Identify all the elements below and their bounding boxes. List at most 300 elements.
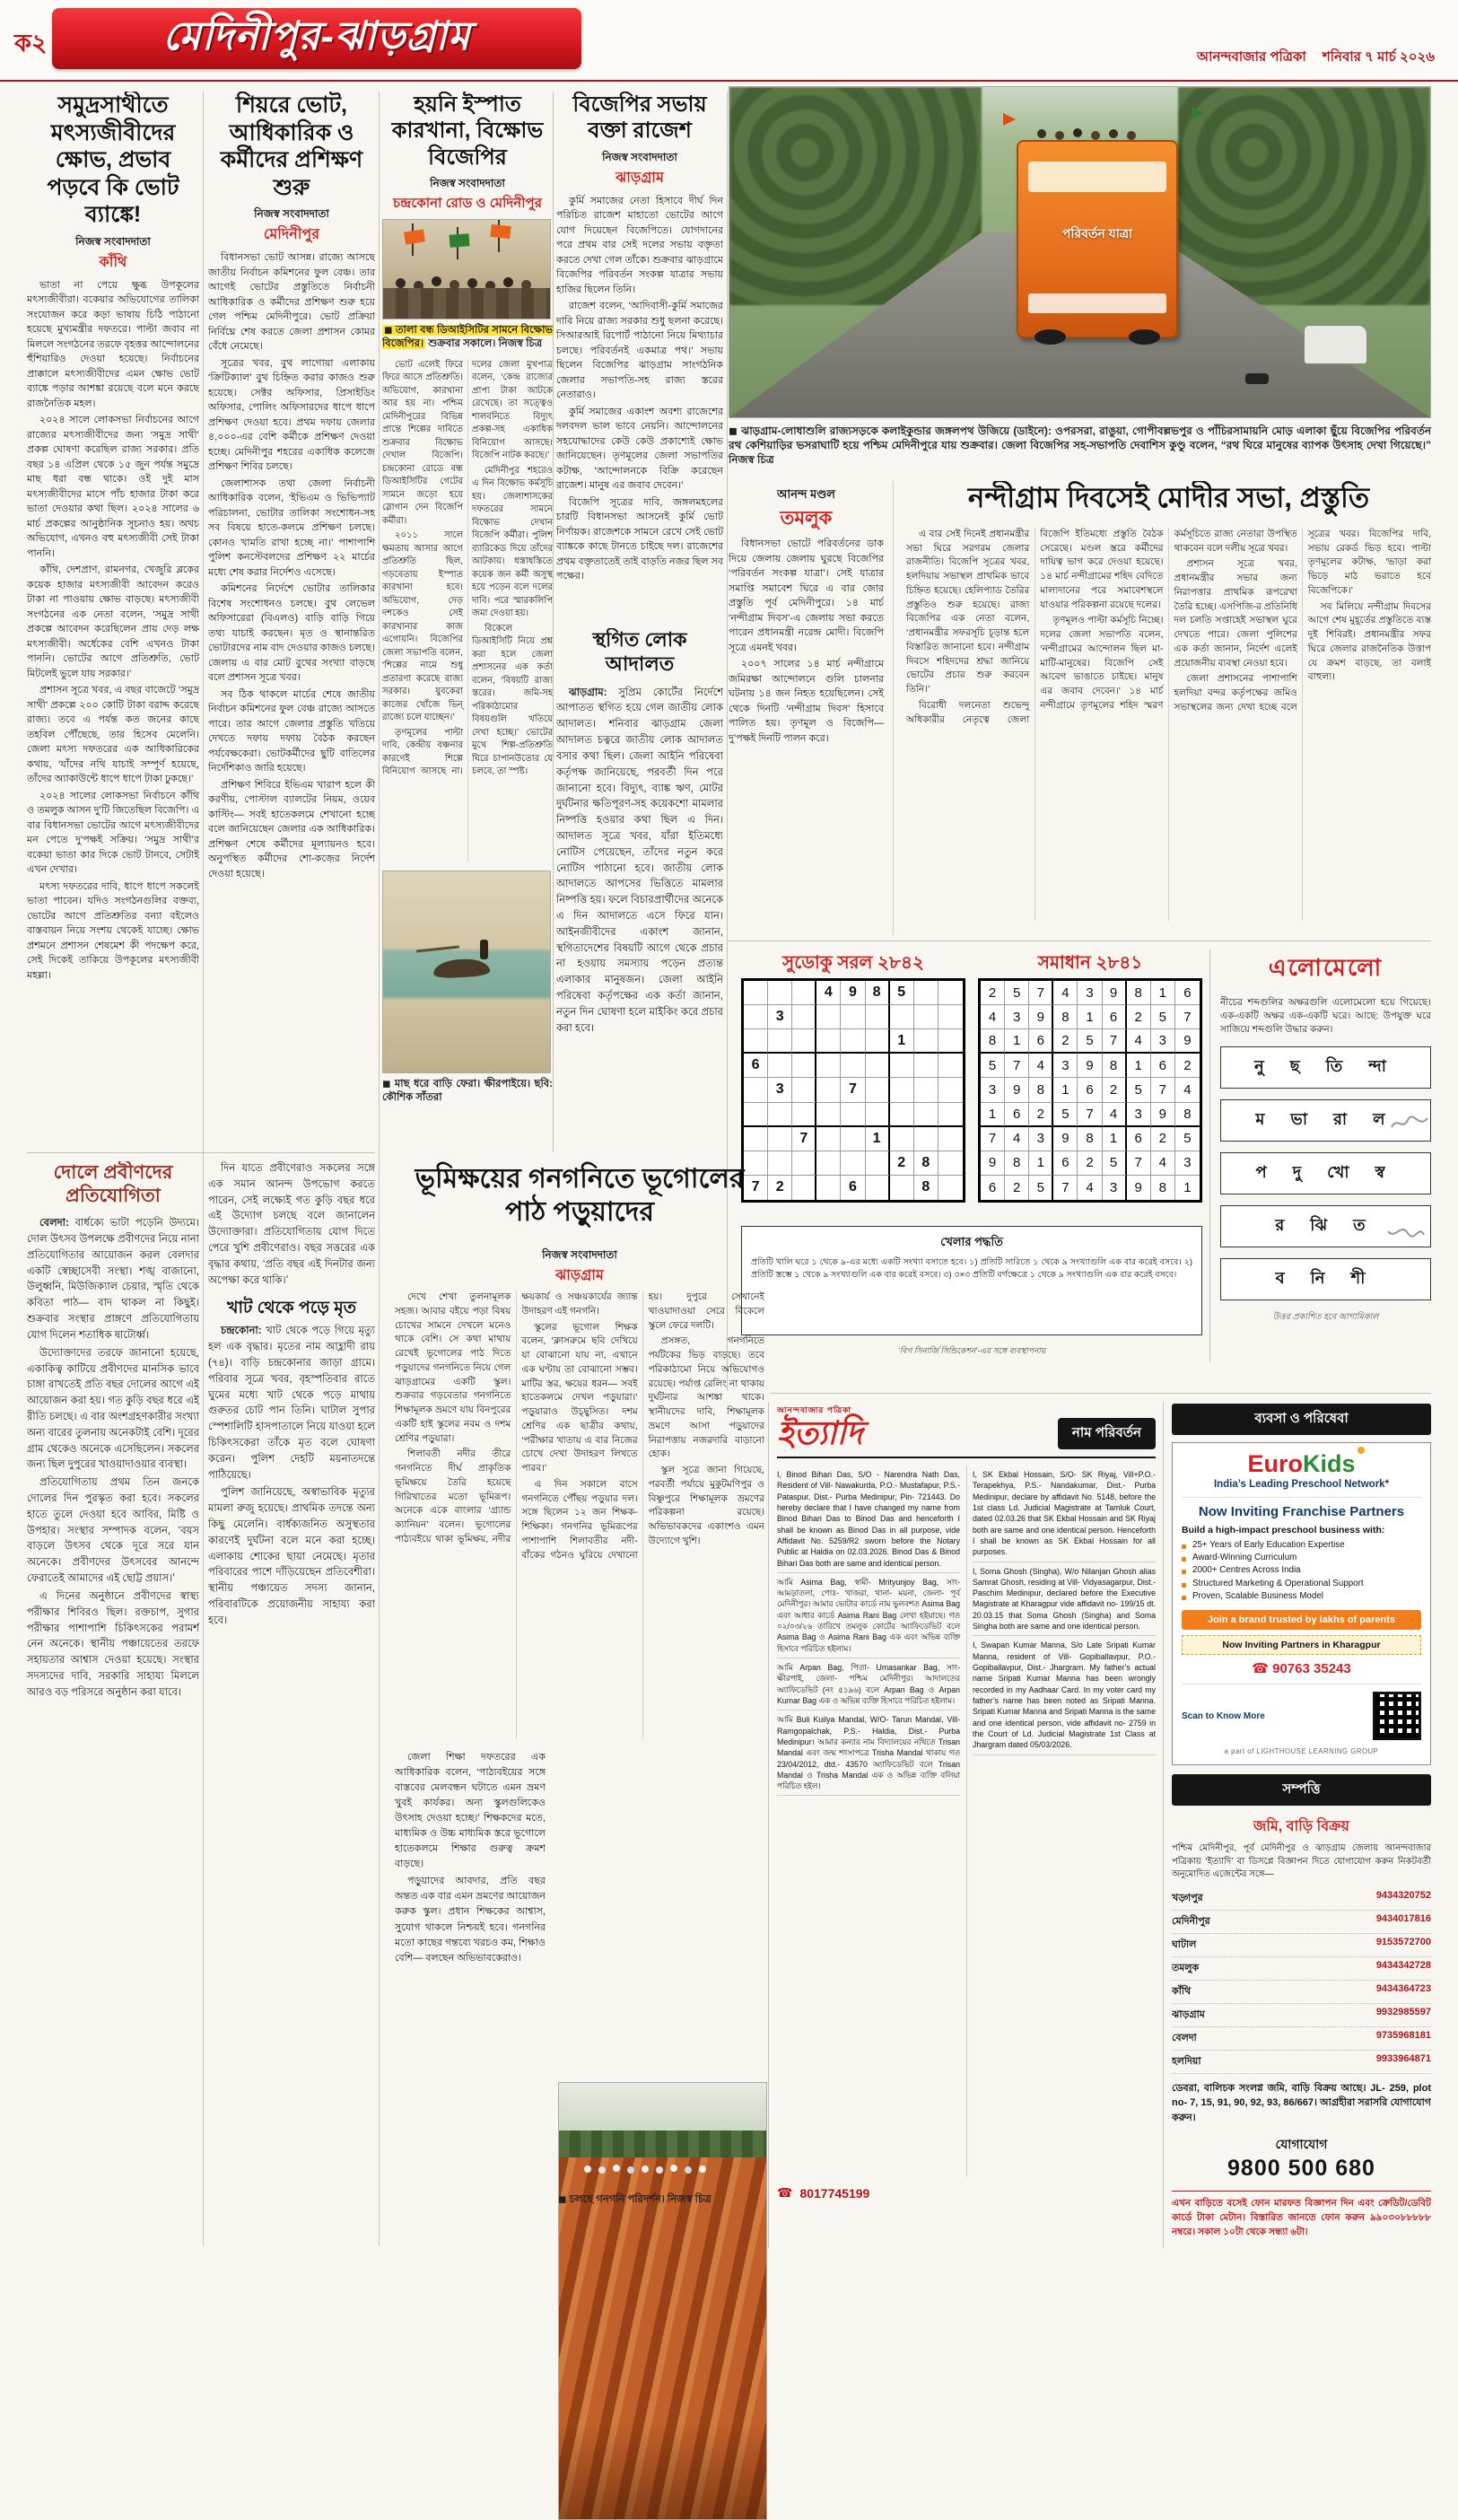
- sudoku-cell: 5: [1078, 1029, 1102, 1054]
- phone-icon: ☎: [1252, 1661, 1269, 1677]
- sudoku-cell: 1: [1005, 1029, 1029, 1054]
- agent-phone: 9434342728: [1375, 1959, 1431, 1971]
- gully-shadow: [559, 2423, 766, 2519]
- agent-row: [1172, 2051, 1431, 2074]
- sudoku-cell: 7: [841, 1078, 865, 1102]
- sudoku-grid: [741, 978, 965, 1203]
- sudoku-cell: 5: [1175, 1127, 1200, 1151]
- sudoku-cell: 6: [1005, 1103, 1029, 1127]
- ad-subheading: Build a high-impact preschool business with:: [1182, 1525, 1385, 1536]
- sudoku-cell: 8: [981, 1029, 1005, 1054]
- byline: নিজস্ব সংবাদদাতা: [430, 176, 505, 189]
- sudoku-cell: [768, 1054, 792, 1078]
- sudoku-cell: [744, 1127, 768, 1151]
- article-rajesh-speech: [556, 92, 723, 621]
- sudoku-cell: 3: [1078, 981, 1102, 1005]
- agent-row: [1172, 1934, 1431, 1957]
- photo-caption: [382, 324, 553, 352]
- brand-top: আনন্দবাজার পত্রিকা: [777, 1405, 852, 1414]
- paragraph: বার্ধক্যে ভাটা পড়েনি উদ্যমে। দোল উৎসব উপলক্ষে প্রবীণদের নিয়ে নানা প্রতিযোগিতার আয়োজন করল বেলদার একটি স্বেচ্ছাসেবী সংস্থা। শঙ্খ বাজানো, উলুধ্বনি, মিউজিক্যাল চেয়ার, স্মৃতি থেকে কবিতা পাঠ— বাদ থাকল না কিছুই। শুক্রবার সংস্থার প্রাঙ্গণে প্রতিযোগিতায় যোগ দিলেন শতাধিক ষাটোর্ধ্ব।: [27, 1218, 199, 1341]
- logo-part-kids: Kids: [1303, 1450, 1356, 1477]
- article-headline: নন্দীগ্রাম দিবসেই মোদীর সভা, প্রস্তুতি: [967, 482, 1370, 513]
- motorbike: [1245, 373, 1269, 384]
- sudoku-cell: 2: [1103, 1078, 1127, 1102]
- ad-cta-banner: Join a brand trusted by lakhs of parents: [1182, 1610, 1421, 1630]
- sudoku-cell: [939, 981, 963, 1005]
- sudoku-cell: [890, 1176, 914, 1200]
- party-flag-icon: [1003, 113, 1016, 126]
- paper-name: আনন্দবাজার পত্রিকা: [1197, 49, 1306, 65]
- sudoku-cell: 3: [1005, 1005, 1029, 1029]
- sudoku-cell: 3: [1151, 1029, 1175, 1054]
- agent-phone: 9434364723: [1375, 1982, 1431, 1994]
- dateline: ঝাড়গ্রাম: [555, 1268, 604, 1283]
- dateline-lead: বেলদা:: [39, 1218, 69, 1229]
- sudoku-cell: 4: [1005, 1127, 1029, 1151]
- divider: [1209, 949, 1210, 1362]
- sudoku-cell: 3: [768, 1005, 792, 1029]
- sudoku-cell: [914, 1127, 939, 1151]
- sudoku-cell: 8: [1053, 1005, 1078, 1029]
- sudoku-cell: 6: [841, 1176, 865, 1200]
- sudoku-method-box: [741, 1226, 1202, 1335]
- jumble-rows: [1220, 1046, 1431, 1300]
- sudoku-cell: 7: [1127, 1151, 1151, 1176]
- jumble-row: র ঝি ত: [1220, 1205, 1431, 1247]
- agent-phone: 9434017816: [1375, 1912, 1431, 1924]
- agent-place: তমলুক: [1172, 1962, 1200, 1973]
- caption-highlight: ◼ তালা বন্ধ ডিআইসিটির সামনে বিক্ষোভ বিজেপির।: [382, 324, 553, 350]
- ad-scan-row: [1182, 1684, 1421, 1740]
- sudoku-solution-grid: [978, 978, 1202, 1203]
- sudoku-cell: [816, 1127, 841, 1151]
- sudoku-cell: 6: [1103, 1005, 1127, 1029]
- classifieds-header: [777, 1404, 1156, 1458]
- sudoku-cell: 9: [1029, 1005, 1053, 1029]
- sudoku-cell: [841, 1127, 865, 1151]
- article-body: [556, 686, 723, 1037]
- sudoku-cell: 2: [890, 1151, 914, 1176]
- sudoku-cell: 3: [1175, 1151, 1200, 1176]
- sudoku-cell: 7: [981, 1127, 1005, 1151]
- sudoku-cell: 2: [1175, 1054, 1200, 1078]
- article-headline: হয়নি ইস্পাত কারখানা, বিক্ষোভ বিজেপির: [391, 92, 544, 170]
- sudoku-cell: 7: [1053, 1176, 1078, 1200]
- sudoku-cell: 7: [1103, 1029, 1127, 1054]
- sudoku-cell: [816, 1054, 841, 1078]
- sudoku-cell: 9: [1103, 981, 1127, 1005]
- agent-phone: 9434320752: [1375, 1889, 1431, 1901]
- sudoku-cell: [914, 1054, 939, 1078]
- sudoku-cell: 9: [1151, 1103, 1175, 1127]
- article-body-left: জেলা শিক্ষা দফতরের এক আধিকারিক বলেন, ‘পাঠ্যবইয়ের সঙ্গে বাস্তবের মেলবন্ধন ঘটাতে এমন ভ্রমণ খুবই কার্যকর। অন্য স্কুলগুলিকেও উৎসাহ দেওয়া হচ্ছে।’ শিক্ষকদের মতে, মাধ্যমিক ও উচ্চ মাধ্যমিক স্তরে ভূগোলে হাতেকলমে শিক্ষার গুরুত্ব ক্রমশ বাড়ছে। পড়ুয়াদের আবদার, প্রতি বছর অন্তত এক বার এমন ভ্রমণের আয়োজন করুক স্কুল। প্রধান শিক্ষকের আশ্বাস, সুযোগ থাকলে নিশ্চয়ই হবে। গনগনির মতো কাছের গন্তব্যে খরচও কম, শিক্ষাও বেশি— বলছেন অভিভাবকেরাও।: [395, 1752, 546, 1964]
- sudoku-cell: 5: [890, 981, 914, 1005]
- classified-notice: I, Swapan Kumar Manna, S/o Late Sripati Kumar Manna, resident of Vill- Gopiballavpur, P.O.- Gopiballavpur, Dist.- Jhargram. My father’s actual name Sripati Kumar Manna has been wrongly recorded in my Aadhaar Card. In my voter card my father’s name has been noted as Sripati Manna. Sripati Kumar Manna and Sripati Manna is the same and one identical person, vide affidavit no- 2759 in the Court of Ld. Judicial Magistrate 1st Class at Jhargram dated 05/03/2026.: [973, 1636, 1156, 1754]
- river-photo: [382, 871, 551, 1073]
- sudoku-cell: 9: [981, 1151, 1005, 1176]
- sudoku-cell: [939, 1151, 963, 1176]
- masthead: [0, 0, 1458, 83]
- photo-caption: ◼ ঝাড়গ্রাম-লোধাশুলি রাজ্যসড়কে কলাইকুন্ডার জঙ্গলপথ উজিয়ে (ডাইনে): ওপরসরা, রাঙুয়া, গোপীবল্লভপুর ও পাঁচিরসামায়নি মোড় এলাকা ছুঁয়ে বিজেপির পরিবর্তন রথ কেশিয়াড়ির ভসরাঘাটি হয়ে পশ্চিম মেদিনীপুরে যায় শুক্রবার। জেলা বিজেপির সহ-সভাপতি দেবাশিস কুণ্ডু বলেন, “রথ ঘিরে মানুষের ব্যাপক উৎসাহ দেখা গিয়েছে।” নিজস্ব চিত্র: [729, 424, 1431, 467]
- sudoku-cell: [792, 1103, 816, 1127]
- agent-list: [1172, 1887, 1431, 2074]
- sudoku-cell: 1: [1053, 1078, 1078, 1102]
- sudoku-cell: [939, 1054, 963, 1078]
- sudoku-cell: [866, 1151, 890, 1176]
- property-header: সম্পত্তি: [1172, 1774, 1431, 1806]
- sudoku-cell: 1: [890, 1029, 914, 1054]
- column2-bottom: [208, 1161, 375, 2247]
- article-nandigram-modi: [729, 481, 1431, 935]
- sudoku-cell: 7: [744, 1176, 768, 1200]
- sudoku-cell: 5: [981, 1054, 1005, 1078]
- article-headline: দোলে প্রবীণদের প্রতিযোগিতা: [53, 1162, 173, 1206]
- sudoku-cell: 9: [1005, 1078, 1029, 1102]
- sudoku-cell: 2: [1151, 1127, 1175, 1151]
- sudoku-cell: 5: [1029, 1176, 1053, 1200]
- sudoku-cell: [866, 1054, 890, 1078]
- agent-row: [1172, 2027, 1431, 2051]
- byline: নিজস্ব সংবাদদাতা: [254, 207, 329, 220]
- jumble-note: উত্তর প্রকাশিত হবে আগামিকাল: [1272, 1311, 1379, 1322]
- party-flag-icon: [404, 229, 425, 244]
- property-listing: ডেবরা, বালিচক সংলগ্ন জমি, বাড়ি বিক্রয় আছে। JL- 259, plot no- 7, 15, 91, 90, 92, 93, 86/667। আগ্রহীরা সরাসরি যোগাযোগ করুন।: [1172, 2082, 1431, 2123]
- sudoku-cell: [768, 1103, 792, 1127]
- sudoku-cell: 4: [1127, 1029, 1151, 1054]
- sudoku-cell: 8: [1151, 1176, 1175, 1200]
- party-flag-icon: [490, 224, 511, 239]
- sudoku-cell: 3: [1053, 1054, 1078, 1078]
- method-title: খেলার পদ্ধতি: [940, 1235, 1003, 1248]
- sudoku-cell: [744, 981, 768, 1005]
- sudoku-cell: 4: [1053, 981, 1078, 1005]
- classifieds-phone-number: 8017745199: [799, 2185, 870, 2201]
- sudoku-cell: [890, 1054, 914, 1078]
- handwritten-scribble: [1386, 1219, 1426, 1242]
- dateline: চন্দ্রকোনা রোড ও মেদিনীপুর: [393, 195, 542, 211]
- sudoku-cell: 9: [841, 981, 865, 1005]
- sudoku-cell: 2: [768, 1176, 792, 1200]
- logo-part-euro: Euro: [1247, 1450, 1303, 1477]
- sudoku-cell: [914, 1103, 939, 1127]
- sudoku-cell: 4: [1175, 1078, 1200, 1102]
- sudoku-cell: [914, 981, 939, 1005]
- edition-title: মেদিনীপুর-ঝাড়গ্রাম: [162, 13, 471, 58]
- sudoku-cell: [914, 1078, 939, 1102]
- agent-row: [1172, 1911, 1431, 1934]
- jumble-row: ম ভা রা ল: [1220, 1099, 1431, 1142]
- sudoku-cell: 8: [866, 981, 890, 1005]
- sudoku-cell: 3: [768, 1078, 792, 1102]
- classifieds-section: [777, 1404, 1156, 2248]
- article-headline: সমুদ্রসাথীতে মৎস্যজীবীদের ক্ষোভ, প্রভাব পড়বে কি ভোট ব্যাঙ্কে!: [47, 92, 179, 227]
- sudoku-cell: 4: [981, 1005, 1005, 1029]
- sudoku-cell: [866, 1005, 890, 1029]
- sudoku-cell: 6: [744, 1054, 768, 1078]
- ad-footer: a part of LIGHTHOUSE LEARNING GROUP: [1224, 1747, 1379, 1756]
- sudoku-cell: [816, 1078, 841, 1102]
- sudoku-cell: 6: [1053, 1151, 1078, 1176]
- agent-place: কাঁথি: [1172, 1985, 1192, 1997]
- sudoku-title: সুডোকু সরল ২৮৪২: [782, 953, 924, 973]
- divider: [379, 92, 380, 2245]
- sudoku-cell: [744, 1078, 768, 1102]
- sudoku-cell: [890, 1103, 914, 1127]
- divider: [768, 1402, 769, 2248]
- sudoku-cell: [792, 1176, 816, 1200]
- bus-banner-text: পরিবর্তন যাত্রা: [1061, 225, 1133, 241]
- sudoku-cell: 6: [1151, 1054, 1175, 1078]
- sudoku-cell: [792, 1054, 816, 1078]
- article-headline: ভূমিক্ষয়ের গনগনিতে ভূগোলের পাঠ পড়ুয়াদের: [415, 1164, 745, 1227]
- sudoku-cell: 9: [1078, 1054, 1102, 1078]
- sudoku-cell: 8: [1029, 1078, 1053, 1102]
- sudoku-cell: 4: [1151, 1151, 1175, 1176]
- sudoku-cell: [914, 1029, 939, 1054]
- jumble-row: প দু খো স্ব: [1220, 1152, 1431, 1194]
- divider: [1163, 1402, 1164, 2248]
- promo-text: এখন বাড়িতে বসেই ফোন মারফত বিজ্ঞাপন দিন এবং ক্রেডিট/ডেবিট কার্ডে টাকা মেটান। বিস্তারিত জানতে ফোন করুন ৯৯০৩০৮৮৮৮৮ নম্বরে। সকাল ১০টা থেকে সন্ধ্যা ৬টা।: [1172, 2191, 1431, 2239]
- sudoku-cell: 1: [1183, 1179, 1192, 1195]
- classified-notice: আমি Asima Bag, স্বামী- Mrityunjoy Bag, সাং- আমড়াতলা, পোঃ- খাজরা, থানা- ময়না, জেলা- পূর্ব মেদিনীপুর। আমার ভোটার কার্ডে নাম ভুলবশত Asima Bag এবং আধার কার্ডে Asima Rani Bag লেখা হইয়াছে। গত ০২/০৩/২৬ তারিখে তমলুক কোর্টের অ্যাফিডেভিট বলে Asima Bag ও Asima Rani Bag এক এবং অভিন্ন ব্যক্তি হিসাবে পরিচিত হইলাম।: [777, 1573, 960, 1658]
- agent-row: [1172, 1957, 1431, 1981]
- jumble-row: নু ছ তি ন্দা: [1220, 1046, 1431, 1089]
- sudoku-cell: [768, 1029, 792, 1054]
- byline: নিজস্ব সংবাদদাতা: [542, 1248, 617, 1261]
- article-vote-training: [208, 92, 375, 1143]
- sudoku-cell: 1: [866, 1127, 890, 1151]
- contact-label: যোগাযোগ: [1275, 2137, 1328, 2152]
- paragraph: এ দিনের অনুষ্ঠানে প্রবীণদের স্বাস্থ্য পরীক্ষার শিবিরও ছিল। রক্তচাপ, সুগার পরীক্ষার পাশাপাশি চিকিৎসকের পরামর্শ নেন অনেকে। স্থানীয় পঞ্চায়েতের তরফে সহায়তার আশ্বাস দেওয়া হয়েছে। সংস্থার সদস্যদের দাবি, সরকারি সাহায্য মিললে আরও বড় পরিসরে অনুষ্ঠান করা যাবে।: [27, 1590, 199, 1698]
- article-intro: বিধানসভা ভোটে পরিবর্তনের ডাক দিয়ে জেলায় জেলায় ঘুরছে বিজেপির ‘পরিবর্তন সংকল্প যাত্রা’। সেই যাত্রার সমাপ্তি সমাবেশ ঘিরে এ বার জোর প্রস্তুতি পূর্ব মেদিনীপুরে। ১৪ মার্চ ‘নন্দীগ্রাম দিবস’-এ জেলায় সভা করতে পারেন প্রধানমন্ত্রী নরেন্দ্র মোদী। বিজেপি সূত্রে এমনই খবর। ২০০৭ সালের ১৪ মার্চ নন্দীগ্রামে জমিরক্ষা আন্দোলনে গুলি চালনার ঘটনায় ১৪ জন নিহত হয়েছিলেন। সেই থেকে দিনটি ‘নন্দীগ্রাম দিবস’ হিসাবে পালিত হয়। তৃণমূল ও বিজেপি— দু’পক্ষই দিনটি পালন করে।: [729, 538, 884, 744]
- eurokids-logo: [1182, 1452, 1421, 1476]
- classifieds-contact: [777, 2185, 1156, 2201]
- sudoku-cell: 2: [1127, 1005, 1151, 1029]
- agent-phone: 9153572700: [1375, 1936, 1431, 1947]
- sudoku-cell: [816, 1005, 841, 1029]
- sudoku-cell: [792, 1005, 816, 1029]
- sudoku-cell: [890, 1078, 914, 1102]
- sudoku-credit: ‘বিগ সিনার্জি সিন্ডিকেশন’-এর সঙ্গে ব্যবস্থাপনায়: [897, 1346, 1046, 1355]
- boat: [432, 958, 490, 979]
- article-samudra-sathi: [27, 92, 199, 1143]
- sudoku-cell: [816, 1151, 841, 1176]
- page-number: ক২: [14, 30, 48, 57]
- classified-notice: I, SK Ekbal Hossain, S/O- SK Riyaj, Vill+P.O.- Terapekhya, P.S.- Nandakumar, Dist.- Purba Medinipur, declare by affidavit No. 5148, before the 1st class Ld. Judicial Magistrate at Tamluk Court, dated 02.03.26 that SK Ekbal Hossain and SK Riyaj both are same and one identical person. Henceforth I shall be known as SK Ekbal Hossain for all purposes.: [973, 1466, 1156, 1562]
- sudoku-cell: 3: [1103, 1176, 1127, 1200]
- article-dol-continued: [208, 1161, 375, 1290]
- ad-bullet: 25+ Years of Early Education Expertise: [1182, 1539, 1421, 1552]
- sudoku-cell: [939, 1176, 963, 1200]
- sudoku-cell: [866, 1176, 890, 1200]
- article-body: বিধানসভা ভোট আসন্ন। রাজ্যে আসছে জাতীয় নির্বাচন কমিশনের ফুল বেঞ্চ। তার আগেই ভোটের প্রস্তুতিতে নির্বাচনী আধিকারিক ও কর্মীদের প্রশিক্ষণ শুরু হয়ে গেল পশ্চিম মেদিনীপুরে। ভোট প্রক্রিয়া নির্বিঘ্নে শেষ করতে জেলা প্রশাসন কোমর বেঁধে নেমেছে। সূত্রের খবর, বুথ লাগোয়া এলাকায় ‘ক্রিটিক্যাল’ বুথ চিহ্নিত করার কাজও শুরু হয়েছে। সেক্টর অফিসার, প্রিসাইডিং অফিসার, পোলিং অফিসারদের ধাপে ধাপে প্রশিক্ষণ দেওয়া হবে। প্রথম দফায় জেলার ৪,০০০-এর বেশি কর্মীকে প্রশিক্ষণ দেওয়া হচ্ছে। মেদিনীপুর শহরের একাধিক কলেজে প্রশিক্ষণ শিবির চলছে। জেলাশাসক তথা জেলা নির্বাচনী আধিকারিক বলেন, ‘ইভিএম ও ভিভিপ্যাট পরিচালনা, ভোটার তালিকা সংশোধন-সহ সব বিষয়ে হাতে-কলমে প্রশিক্ষণ চলছে। কোনও খামতি রাখা হচ্ছে না।’ পাশাপাশি পুলিশ কনস্টেবলদের প্রশিক্ষণ ২২ মার্চের মধ্যে শেষ করার নির্দেশও এসেছে। কমিশনের নির্দেশে ভোটার তালিকার বিশেষ সংশোধনও চলছে। বুথ লেভেল অফিসারেরা (বিএলও) বাড়ি বাড়ি গিয়ে তথ্য যাচাই করছেন। মৃত ও স্থানান্তরিত ভোটারদের নাম বাদ দেওয়ার কাজও চলছে। জেলায় এ বার মোট বুথের সংখ্যা বাড়ছে বলে প্রশাসন সূত্রে খবর। সব ঠিক থাকলে মার্চের শেষে জাতীয় নির্বাচন কমিশনের ফুল বেঞ্চ রাজ্যে আসতে পারে। তার আগে জেলার প্রস্তুতি খতিয়ে দেখতে দফায় দফায় বৈঠক করছেন পর্যবেক্ষকেরা। ভোটকর্মীদের ছুটি বাতিলের নির্দেশিকাও জারি হয়েছে। প্রশিক্ষণ শিবিরে ইভিএম খারাপ হলে কী করণীয়, পোস্টাল ব্যালটের নিয়ম, ওয়েব কাস্টিং— সবই হাতেকলমে শেখানো হচ্ছে বলে জানিয়েছেন জেলার এক আধিকারিক। প্রশিক্ষণ শেষে কর্মীদের মূল্যায়নও হবে। অনুপস্থিত কর্মীদের শো-কজ়ের নির্দেশ দেওয়া হয়েছে।: [208, 252, 375, 879]
- scan-label: Scan to Know More: [1182, 1711, 1265, 1721]
- main-column: [906, 481, 1431, 921]
- jumble-puzzle: [1220, 949, 1431, 1362]
- article-body: দেখে শেখা তুলনামূলক সহজ। আবার বইয়ে পড়া বিষয় চোখের সামনে দেখলে মনেও থাকে বেশি। সে কথা মাথায় রেখেই ভূগোলের পাঠ দিতে পড়ুয়াদের গনগনিতে নিয়ে গেল ঝাড়গ্রামের একটি স্কুল। শুক্রবার গড়বেতার গনগনিতে শিক্ষামূলক ভ্রমণে যায় বিনপুরের একটি হাই স্কুলের নবম ও দশম শ্রেণির পড়ুয়ারা। শিলাবতী নদীর তীরে গনগনিতে দীর্ঘ প্রাকৃতিক ভূমিক্ষয়ে তৈরি হয়েছে গিরিখাতের মতো ভূমিরূপ। অনেকে একে বাংলার ‘গ্র্যান্ড ক্যানিয়ন’ বলেন। ভূগোলের পাঠ্যবইয়ে থাকা ভূমিক্ষয়, নদীর ক্ষয়কার্য ও সঞ্চয়কার্যের জ্যান্ত উদাহরণ এই গনগনি। স্কুলের ভূগোল শিক্ষক বলেন, ‘ক্লাসরুমে ছবি দেখিয়ে যা বোঝানো যায় না, এখানে এক ঘণ্টায় তা বোঝানো সম্ভব। মাটির স্তর, ক্ষয়ের ধরন— সবই হাতেকলমে দেখল পড়ুয়ারা।’ পড়ুয়ারাও উচ্ছ্বসিত। দশম শ্রেণির এক ছাত্রীর কথায়, ‘পরীক্ষার খাতায় এ বার নিজের চোখে দেখা উদাহরণ লিখতে পারব।’ এ দিন সকালে বাসে গনগনিতে পৌঁছয় পড়ুয়ার দল। সঙ্গে ছিলেন ১২ জন শিক্ষক-শিক্ষিকা। গনগনির ভূমিরূপের পাশাপাশি শিলাবতীর নদী-বাঁকের গঠনও ঘুরিয়ে দেখানো হয়। দুপুরে সেখানেই খাওয়াদাওয়া সেরে বিকেলে স্কুলে ফেরে দলটি। প্রসঙ্গত, গনগনিতে পর্যটকের ভিড় বাড়ছে। তবে পরিকাঠামো নিয়ে অভিযোগও রয়েছে। পর্যাপ্ত রেলিং না থাকায় দুর্ঘটনার আশঙ্কা থাকে। স্থানীয়দের দাবি, শিক্ষামূলক ভ্রমণে আসা পড়ুয়াদের নিরাপত্তায় নজরদারি বাড়ানো হোক। স্কুল সূত্রে জানা গিয়েছে, পরবর্তী পর্যায়ে মুকুটমণিপুর ও বিষ্ণুপুরে শিক্ষামূলক ভ্রমণের পরিকল্পনা রয়েছে। অভিভাবকদের একাংশও এমন উদ্যোগে খুশি।: [395, 1291, 764, 1561]
- sudoku-cell: 5: [1005, 981, 1029, 1005]
- divider: [203, 92, 204, 2245]
- sudoku-cell: [792, 981, 816, 1005]
- agent-place: বেলদা: [1172, 2032, 1197, 2043]
- agent-place: ঘাটাল: [1172, 1938, 1197, 1950]
- sudoku-cell: 6: [1175, 981, 1200, 1005]
- property-intro: পশ্চিম মেদিনীপুর, পূর্ব মেদিনীপুর ও ঝাড়গ্রাম জেলায় আনন্দবাজার পত্রিকায় ‘ইত্যাদি’ বা ডিসপ্লে বিজ্ঞাপন দিতে যোগাযোগ করুন নিকটবর্তী অনুমোদিত এজেন্টের সঙ্গে—: [1172, 1843, 1431, 1880]
- sudoku-cell: [792, 1078, 816, 1102]
- photo-caption: ◼ মাছ ধরে বাড়ি ফেরা। ক্ষীরপাইয়ে। ছবি: কৌশিক সাঁতরা: [382, 1078, 553, 1104]
- sudoku-cell: [768, 981, 792, 1005]
- sudoku-cell: 5: [1103, 1151, 1127, 1176]
- property-contact: [1172, 2134, 1431, 2182]
- classified-notice: I, Soma Ghosh (Singha), W/o Nilanjan Ghosh alias Samrat Ghosh, residing at Vill- Vidyasagarpur, Dist.- Paschim Medinipur, declared before the Executive Magistrate at Kharagpur vide affidavit no- 199/15 dt. 20.03.15 that Soma Ghosh (Singha) and Soma Singha both are same and one identical person.: [973, 1562, 1156, 1637]
- sudoku-solution-title: সমাধান ২৮৪১: [1037, 953, 1143, 973]
- paper-dateline: [1184, 47, 1435, 69]
- sudoku-cell: 6: [1127, 1127, 1151, 1151]
- article-body: এ বার সেই দিনেই প্রধানমন্ত্রীর সভা ঘিরে সরগরম জেলার রাজনীতি। বিজেপি সূত্রের খবর, হলদিয়ায় সভাস্থল প্রাথমিক ভাবে চিহ্নিত হয়েছে। হেলিপ্যাড তৈরির প্রস্তুতিও শুরু হয়েছে। রাজ্য বিজেপির এক নেতা বলেন, ‘প্রধানমন্ত্রীর সফরসূচি চূড়ান্ত হলে বিস্তারিত জানানো হবে। নন্দীগ্রাম দিবসে শহিদদের শ্রদ্ধা জানিয়ে ভোটের প্রচার শুরু করবেন তিনি।’ বিরোধী দলনেতা শুভেন্দু অধিকারীর নেতৃত্বে জেলা বিজেপি ইতিমধ্যে প্রস্তুতি বৈঠক সেরেছে। মণ্ডল স্তরে কর্মীদের দায়িত্ব ভাগ করে দেওয়া হয়েছে। ১৪ মার্চ নন্দীগ্রামের শহিদ বেদিতে মাল্যদানের পরে সমাবেশস্থলে যাওয়ার পরিকল্পনা রয়েছে দলের। তৃণমূলও পাল্টা কর্মসূচি নিচ্ছে। দলের জেলা সভাপতি বলেন, ‘নন্দীগ্রামের আন্দোলন ছিল মা-মাটি-মানুষের। বিজেপি সেই আবেগ ভাঙাতে চাইছে। মানুষ এর জবাব দেবেন।’ ১৪ মার্চ নন্দীগ্রামে তৃণমূলের শহিদ স্মরণ কর্মসূচিতে রাজ্য নেতারা উপস্থিত থাকবেন বলে দলীয় সূত্রে খবর। প্রশাসন সূত্রে খবর, প্রধানমন্ত্রীর সভার জন্য নিরাপত্তার প্রাথমিক রূপরেখা তৈরি হচ্ছে। এসপিজি-র প্রতিনিধি দল চলতি সপ্তাহেই সভাস্থল ঘুরে দেখতে পারে। জেলা পুলিশের এক কর্তা জানান, নির্দেশ এলেই প্রয়োজনীয় ব্যবস্থা নেওয়া হবে। জেলা প্রশাসনের পাশাপাশি হলদিয়া বন্দর কর্তৃপক্ষের জমিও সভাস্থলের জন্য দেখা হচ্ছে বলে সূত্রের খবর। বিজেপির দাবি, সভায় রেকর্ড ভিড় হবে। পাল্টা তৃণমূলের কটাক্ষ, ‘ভাড়া করা ভিড়ে মাঠ ভরাতে হবে বিজেপিকে।’ সব মিলিয়ে নন্দীগ্রাম দিবসের আগে শেষ মুহূর্তের প্রস্তুতিতে ব্যস্ত দুই শিবিরই। প্রধানমন্ত্রীর সফর ঘিরে জেলার রাজনৈতিক উত্তাপ যে ক্রমশ বাড়ছে, তা বলাই বাহুল্য।: [906, 528, 1431, 725]
- students: [584, 2166, 591, 2173]
- edition-banner: [52, 8, 581, 69]
- crowd: [396, 278, 406, 288]
- jumble-title: এলোমেলো: [1268, 954, 1384, 981]
- caption-rest: শুক্রবার সকালে। নিজস্ব চিত্র: [425, 338, 543, 350]
- photo-caption: ◼ চলছে গনগনি পরিদর্শন। নিজস্ব চিত্র: [558, 2194, 712, 2205]
- sudoku-cell: [816, 1029, 841, 1054]
- ad-invite-line: Now Inviting Partners in Kharagpur: [1182, 1635, 1421, 1655]
- sudoku-cell: 6: [981, 1176, 1005, 1200]
- sudoku-cell: 7: [1078, 1103, 1102, 1127]
- sudoku-cell: [866, 1103, 890, 1127]
- sudoku-cell: 2: [1005, 1176, 1029, 1200]
- dateline-lead: চন্দ্রকোনা:: [221, 1326, 262, 1337]
- phone-icon: ☎: [777, 2185, 793, 2200]
- sudoku-cell: [841, 1005, 865, 1029]
- article-body: ভোট এলেই ফিরে ফিরে আসে প্রতিশ্রুতি। অভিযোগ, কারখানা আর হয় না। পশ্চিম মেদিনীপুরের বিভিন্ন প্রান্তে শিল্পের দাবিতে শুক্রবার বিক্ষোভ দেখাল বিজেপি। চন্দ্রকোনা রোডে বন্ধ ডিআইসিটির গেটের সামনে জড়ো হয়ে স্লোগান দেন বিজেপি কর্মীরা। ২০১১ সালে ক্ষমতায় আসার আগে প্রতিশ্রুতি ছিল, গড়বেতায় ইস্পাত কারখানা হবে। অভিযোগ, দেড় দশকেও সেই কারখানার কাজ এগোয়নি। বিজেপির জেলা সভাপতি বলেন, ‘শিল্পের নামে শুধু প্রতারণা করেছে রাজ্য সরকার। যুবকেরা কাজের খোঁজে ভিন্‌ রাজ্যে চলে যাচ্ছেন।’ তৃণমূলের পাল্টা দাবি, কেন্দ্রীয় বঞ্চনার কারণেই শিল্পে বিনিয়োগ আসছে না। দলের জেলা মুখপাত্র বলেন, ‘কেন্দ্র রাজ্যের প্রাপ্য টাকা আটকে রেখেছে। তা সত্ত্বেও শালবনিতে বিদ্যুৎ প্রকল্প-সহ একাধিক বিনিয়োগ আসছে। বিজেপি নাটক করছে।’ মেদিনীপুর শহরেও এ দিন বিক্ষোভ কর্মসূচি হয়। জেলাশাসকের দফতরের সামনে বিক্ষোভ দেখান বিজেপি কর্মীরা। পুলিশ ব্যারিকেড দিয়ে তাঁদের আটকায়। ধস্তাধস্তিতে কয়েক জন কর্মী অসুস্থ হয়ে পড়েন বলে দলের দাবি। পরে স্মারকলিপি জমা দেওয়া হয়। বিকেলে ডিআইসিটি নিয়ে প্রশ্ন করা হলে জেলা প্রশাসনের এক কর্তা বলেন, ‘বিষয়টি রাজ্য স্তরের। জমি-সহ পরিকাঠামোর বিষয়গুলি খতিয়ে দেখা হচ্ছে।’ ভোটের মুখে শিল্প-প্রতিশ্রুতি ঘিরে চাপানউতোর যে চলবে, তা স্পষ্ট।: [382, 359, 553, 777]
- dateline: ঝাড়গ্রাম: [616, 170, 664, 186]
- article-headline: স্থগিত লোক আদালত: [592, 628, 687, 675]
- sudoku-cell: [939, 1103, 963, 1127]
- ad-phone-number: 90763 35243: [1272, 1661, 1351, 1677]
- divider: [553, 92, 554, 1152]
- article-body: ভাতা না পেয়ে ক্ষুব্ধ উপকূলের মৎস্যজীবীরা। বকেয়ার অভিযোগের তালিকা সংযোজন করে কড়া ভাষায় চিঠি পাঠানো হয়েছে মুখ্যমন্ত্রীর দফতরে। পাল্টা জবাব না মিললে সংগঠনের তরফে বৃহত্তর আন্দোলনের হুঁশিয়ারিও দেওয়া হয়েছে। নির্বাচনের প্রাক্কালে মৎস্যজীবীদের এমন ক্ষোভ ভোট ব্যাঙ্কে পড়ার আশঙ্কা রয়েছে বলে মনে করছে রাজনৈতিক মহল। ২০২৪ সালে লোকসভা নির্বাচনের আগে রাজ্যের মৎস্যজীবীদের জন্য ‘সমুদ্র সাথী’ প্রকল্প ঘোষণা করেছিল রাজ্য সরকার। প্রতি বছর ১৪ এপ্রিল থেকে ১৫ জুন পর্যন্ত সমুদ্রে মাছ ধরা বন্ধ থাকে। ওই দুই মাস মৎস্যজীবীদের মাসে পাঁচ হাজার টাকা করে ভাতা দেওয়ার কথা ছিল। ২০২৪ সালের ৬ মার্চ প্রকল্পের আনুষ্ঠানিক সূচনাও হয়। অথচ অভিযোগ, এখনও বহু মৎস্যজীবী সেই টাকা পাননি। কাঁথি, দেশপ্রাণ, রামনগর, খেজুরি ব্লকের কয়েক হাজার মৎস্যজীবী আবেদন করেও টাকা না পাওয়ায় ক্ষোভ বাড়ছে। মৎস্যজীবী সংগঠনের এক নেতা বলেন, ‘সমুদ্র সাথী প্রকল্পে আবেদন করেছিলেন প্রায় দেড় লক্ষ মৎস্যজীবী। অর্ধেকের বেশি এখনও টাকা পাননি। ভোটের আগে প্রতিশ্রুতি, ভোট মিটলেই ভুলে যায় সরকার।’ প্রশাসন সূত্রে খবর, এ বছর বাজেটে ‘সমুদ্র সাথী’ প্রকল্পে ২০০ কোটি টাকা বরাদ্দ করেছে রাজ্য। তবে এ পর্যন্ত কত জনের কাছে তহবিল পৌঁছেছে, তার হিসেব মেলেনি। জেলা মৎস্য দফতরের এক আধিকারিকের কথায়, ‘যাঁদের নথি যাচাই সম্পূর্ণ হয়েছে, তাঁদের অ্যাকাউন্টে ধাপে ধাপে টাকা ঢুকছে।’ ২০২৪ সালের লোকসভা নির্বাচনে কাঁথি ও তমলুক আসন দু’টি জিতেছিল বিজেপি। এ বার বিধানসভা ভোটের আগে মৎস্যজীবীদের মন পেতে দু’পক্ষই সক্রিয়। ‘সমুদ্র সাথী’র বকেয়া ভাতা কার দিকে ভোট টানবে, সেটাই এখন দেখার। মৎস্য দফতরের দাবি, ধাপে ধাপে সকলেই ভাতা পাবেন। যদিও সংগঠনগুলির বক্তব্য, ভোটের আগে প্রতিশ্রুতির বন্যা বইলেও বাস্তবায়ন নিয়ে সংশয় থেকেই যাচ্ছে। ক্ষোভ প্রশমনে প্রশাসন শেষমেশ কী পদক্ষেপ করে, সেই দিকেই তাকিয়ে উপকূলের মৎস্যজীবী মহল্লা।: [27, 279, 199, 981]
- sudoku-cell: 1: [1029, 1151, 1053, 1176]
- fishing-net: [416, 945, 459, 952]
- paragraph: উদ্যোক্তাদের তরফে জানানো হয়েছে, একাকিত্ব কাটিয়ে প্রবীণদের মানসিক ভাবে চাঙ্গা রাখতেই প্রতি বছর দোলের আগে এই আয়োজন করা হয়। গত কুড়ি বছর ধরে এই রীতি চলছে। এ বার অংশগ্রহণকারীর সংখ্যা অন্য বারের তুলনায় অনেকটাই বেশি। দূরের গ্রাম থেকেও অনেকে এসেছিলেন। সকলের জন্য ছিল দুপুরের খাওয়াদাওয়ার ব্যবস্থা।: [27, 1347, 199, 1471]
- ad-tagline: India’s Leading Preschool Network*: [1213, 1479, 1390, 1490]
- sudoku-cell: 5: [1151, 1005, 1175, 1029]
- party-flag-icon: [1192, 107, 1204, 119]
- intro-column: [729, 481, 894, 935]
- sudoku-cell: 3: [1029, 1127, 1053, 1151]
- sudoku-cell: 7: [1151, 1078, 1175, 1102]
- article-headline: খাট থেকে পড়ে মৃত: [226, 1298, 357, 1317]
- sudoku-cell: 5: [1053, 1103, 1078, 1127]
- campaign-bus: [1017, 140, 1178, 338]
- agent-place: মেদিনীপুর: [1172, 1915, 1210, 1927]
- article-khat-body: [208, 1324, 375, 1629]
- sudoku-cell: 7: [1029, 981, 1053, 1005]
- sudoku-cell: [792, 1151, 816, 1176]
- sudoku-cell: [939, 1029, 963, 1054]
- sudoku-cell: [841, 1029, 865, 1054]
- sudoku-cell: [841, 1151, 865, 1176]
- agent-place: খড়্গপুর: [1172, 1892, 1203, 1903]
- paragraph: দিন যাতে প্রবীণেরাও সকলের সঙ্গে এক সমান আনন্দ উপভোগ করতে পারেন, সেই লক্ষ্যেই গত কুড়ি বছর ধরে এই উদ্যোগ চলছে বলে জানালেন উদ্যোক্তারা। প্রতিযোগিতায় যোগ দিতে পেরে খুশি প্রবীণেরাও। বছর সত্তরের এক বৃদ্ধার কথায়, ‘প্রতি বছর এই দিনটার জন্য অপেক্ষা করে থাকি।’: [208, 1163, 375, 1286]
- byline: আনন্দ মণ্ডল: [777, 487, 835, 501]
- sudoku-cell: [792, 1029, 816, 1054]
- agent-row: [1172, 2004, 1431, 2027]
- sudoku-cell: 8: [1127, 981, 1151, 1005]
- business-column: [1172, 1404, 1431, 2248]
- sudoku-cell: 4: [1029, 1054, 1053, 1078]
- erosion-photo: [558, 2082, 767, 2520]
- contact-phone-number: 9800 500 680: [1227, 2156, 1375, 2182]
- sudoku-cell: 9: [1175, 1029, 1200, 1054]
- protest-photo: [382, 219, 551, 319]
- sudoku-cell: 2: [1029, 1103, 1053, 1127]
- sudoku-cell: [890, 1005, 914, 1029]
- byline: নিজস্ব সংবাদদাতা: [602, 150, 677, 163]
- ad-bullet: Proven, Scalable Business Model: [1182, 1590, 1421, 1603]
- sudoku-cell: 4: [1078, 1176, 1102, 1200]
- sudoku-cell: 7: [792, 1127, 816, 1151]
- jumble-row: ব নি শী: [1220, 1258, 1431, 1300]
- sudoku-cell: 1: [1103, 1127, 1127, 1151]
- sudoku-cell: [939, 1127, 963, 1151]
- sudoku-cell: 7: [1005, 1054, 1029, 1078]
- article-dol-competition: [27, 1161, 199, 2247]
- sudoku-cell: 2: [1053, 1029, 1078, 1054]
- byline-block: [395, 1242, 764, 1291]
- sudoku-cell: [816, 1176, 841, 1200]
- sudoku-cell: [866, 1029, 890, 1054]
- sudoku-cell: 3: [1127, 1103, 1151, 1127]
- agent-place: হলদিয়া: [1172, 2055, 1201, 2067]
- classified-notice: আমি Buli Kuilya Mandal, W/O- Tarun Mandal, Vill- Ramgopalchak, P.S.- Haldia, Dist.- Purba Medinipur। আমার কন্যার নাম বিদ্যালয়ের নথিতে Trisan Mandal এবং জন্ম শংসাপত্রে Trisha Mandal থাকায় গত 23/04/2012, dtd.- 43570 অ্যাফিডেভিট বলে Trisan Mandal ও Trisha Mandal এক ও অভিন্ন ব্যক্তি বলিয়া পরিচিত হইল।: [777, 1711, 960, 1796]
- sudoku-cell: 8: [914, 1151, 939, 1176]
- sudoku-cell: 2: [1078, 1151, 1102, 1176]
- eurokids-ad: [1172, 1442, 1431, 1765]
- sky: [559, 2083, 766, 2135]
- sudoku-cell: [768, 1151, 792, 1176]
- fisherman: [480, 940, 488, 959]
- agent-row: [1172, 1887, 1431, 1911]
- wheel: [1129, 329, 1160, 345]
- issue-date: শনিবার ৭ মার্চ ২০২৬: [1322, 49, 1435, 65]
- party-flag-icon: [450, 233, 470, 248]
- sudoku-cell: 3: [981, 1078, 1005, 1102]
- byline: নিজস্ব সংবাদদাতা: [75, 234, 151, 248]
- method-text: প্রতিটি খালি ঘরে ১ থেকে ৯-এর মধ্যে একটি সংখ্যা বসাতে হবে। ১) প্রতিটি সারিতে ১ থেকে ৯ সংখ্যাগুলি এক বার করেই বসবে। ২) প্রতিটি স্তম্ভে ১ থেকে ৯ সংখ্যাগুলি এক বার করেই বসবে। ৩) ৩×৩ প্রতিটি বর্গক্ষেত্রে ১ থেকে ৯ সংখ্যাগুলি এক বার করেই বসবে।: [751, 1257, 1192, 1280]
- article-headline: বিজেপির সভায় বক্তা রাজেশ: [572, 92, 707, 144]
- divider: [770, 1393, 1431, 1394]
- sudoku-cell: 1: [981, 1103, 1005, 1127]
- sudoku-cell: 7: [1175, 1005, 1200, 1029]
- parivartan-rath-photo: [729, 86, 1431, 418]
- property-title: জমি, বাড়ি বিক্রয়: [1253, 1819, 1349, 1835]
- ad-heading: Now Inviting Franchise Partners: [1182, 1497, 1421, 1519]
- handwritten-scribble: [1390, 1111, 1429, 1134]
- ad-bullet: Award-Winning Curriculum: [1182, 1552, 1421, 1564]
- dateline: তমলুক: [780, 508, 833, 529]
- sudoku-cell: [914, 1005, 939, 1029]
- sudoku-cell: 5: [1127, 1078, 1151, 1102]
- classified-notice: আমি Arpan Bag, পিতা- Umasankar Bag, সাং- ক্ষীরপাই, জেলা- পশ্চিম মেদিনীপুর। আদালতের অ্যাফিডেভিট (নং ৫১৯৬) বলে Arpan Bag ও Arpan Kumar Bag এক ও অভিন্ন ব্যক্তি হিসাবে পরিচিত হইলাম।: [777, 1658, 960, 1711]
- sudoku-cell: [744, 1029, 768, 1054]
- sudoku-cell: [841, 1054, 865, 1078]
- sudoku-cell: [768, 1127, 792, 1151]
- classified-notice: I, Binod Bihari Das, S/O - Narendra Nath Das, Resident of Vill- Nawakurda, P.O.- Mustafapur, P.S.- Pataspur, Dist.- Purba Medinipur, Pin- 721443. Do hereby declare that I have changed my name from Binod Bihari Das to Binod Das and henceforth I shall be known as Binod Das in all purpose, vide Affidavit No. 5259/R2 sworn before the Notary Public at Haldia on 02.03.2026. Binod Das & Binod Bihari Das both are same and identical person.: [777, 1466, 960, 1573]
- sudoku-cell: [866, 1078, 890, 1102]
